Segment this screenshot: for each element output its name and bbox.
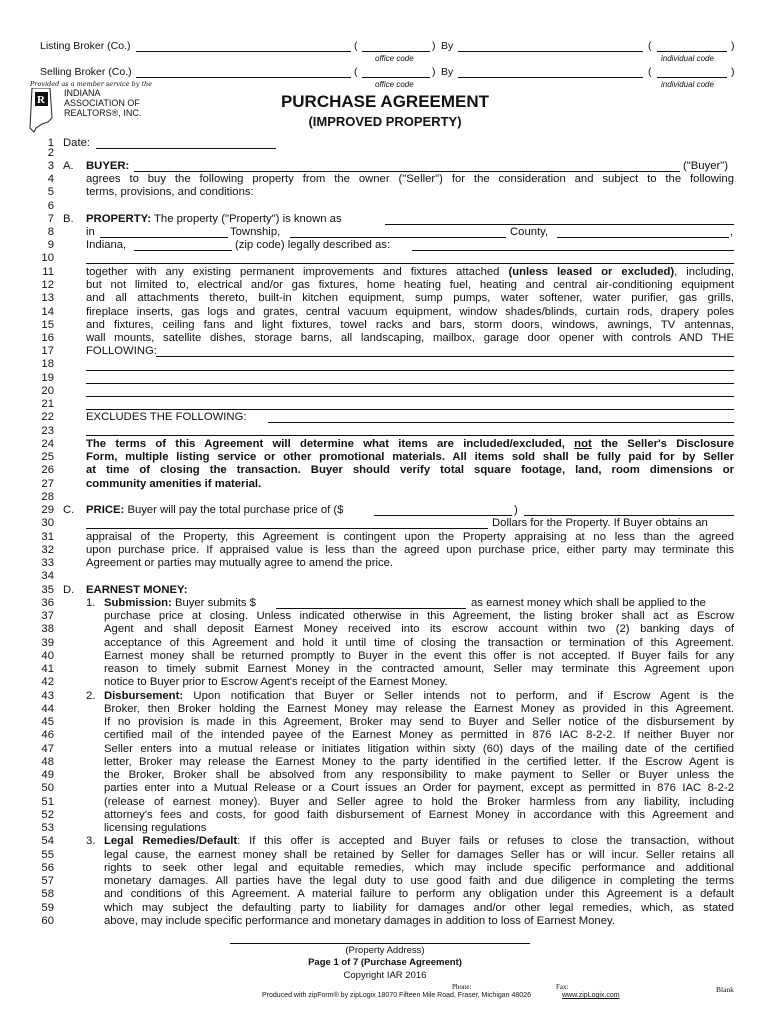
line-number: 9: [47, 239, 54, 251]
individual-code-caption: individual code: [661, 54, 714, 63]
line-number: 6: [47, 200, 54, 212]
in-label: in: [86, 226, 95, 238]
section-b-line14: fireplace inserts, gas logs and grates, central vacuum equipment, window shades/blinds, curtain rods, drapery poles: [86, 306, 734, 318]
line-number: 11: [42, 266, 54, 278]
line-number: 28: [41, 491, 54, 503]
line-number: 37: [41, 610, 54, 622]
price-dollars-text: Dollars for the Property. If Buyer obtains an: [492, 517, 708, 529]
line-number: 29: [41, 504, 54, 516]
line-number: 19: [41, 372, 54, 384]
excludes-field-1[interactable]: [268, 422, 734, 423]
section-b-line16: wall mounts, satellite dishes, storage barns, all landscaping, mailbox, garage door opener with controls AND THE: [86, 332, 734, 344]
footer-link[interactable]: www.zipLogix.com: [562, 992, 620, 999]
listing-office-code-field[interactable]: [362, 51, 430, 52]
d-line58: and conditions of this Agreement. A material failure to perform any obligation under this Agreement is a default: [104, 888, 734, 900]
page-title: PURCHASE AGREEMENT: [280, 92, 490, 111]
selling-by-label: By: [441, 66, 454, 78]
line-number: 51: [41, 796, 54, 808]
d-line42: notice to Buyer prior to Escrow Agent's receipt of the Earnest Money.: [104, 676, 448, 688]
section-c-letter: C.: [63, 504, 75, 516]
legal-description-field-2[interactable]: [86, 263, 734, 264]
indiana-label: Indiana,: [86, 239, 127, 251]
d-line49: the Broker, Broker shall be absolved from any responsibility to make payment to Seller or Buyer unless the: [104, 769, 734, 781]
line-number: 31: [41, 531, 54, 543]
line-number: 17: [41, 345, 54, 357]
logo-line1: INDIANA: [64, 88, 101, 98]
inclusions-field-4[interactable]: [86, 396, 734, 397]
zip-field[interactable]: [134, 250, 232, 251]
line-number: 7: [47, 213, 54, 225]
line-number: 43: [41, 690, 54, 702]
price-label: PRICE:: [86, 504, 125, 516]
line-number: 4: [47, 173, 54, 185]
price-text: Buyer will pay the total purchase price of ($: [127, 504, 344, 516]
d-line44: Broker, then Broker holding the Earnest Money may release the Earnest Money as provided in this Agreement.: [104, 703, 734, 715]
line-number: 8: [47, 226, 54, 238]
line-number: 27: [41, 478, 54, 490]
line-number: 48: [41, 756, 54, 768]
line-number: 23: [41, 425, 54, 437]
selling-office-code-field[interactable]: [362, 77, 430, 78]
open-paren: (: [648, 66, 652, 78]
line-number: 52: [41, 809, 54, 821]
inclusions-field-3[interactable]: [86, 383, 734, 384]
line-number: 32: [41, 544, 54, 556]
price-words-field-1[interactable]: [524, 515, 734, 516]
close-paren: ): [432, 66, 436, 78]
d-line57: monetary damages. All parties have the legal duty to use good faith and due diligence in completing the terms: [104, 875, 734, 887]
d-line39: acceptance of this Agreement and hold it until time of closing the transaction or termination of this Agreement.: [104, 637, 734, 649]
d-line40: Earnest money shall be returned promptly to Buyer in the event this offer is not accepted. If Buyer fails for any: [104, 650, 734, 662]
open-paren: (: [354, 66, 358, 78]
section-c-line32: upon purchase price. If appraised value is less than the agreed upon purchase price, either party may terminate this: [86, 544, 734, 556]
line-number: 55: [41, 849, 54, 861]
excludes-field-2[interactable]: [86, 435, 734, 436]
line-number: 49: [41, 769, 54, 781]
inclusions-field-5[interactable]: [86, 409, 734, 410]
d-line41: reason to timely submit Earnest Money in the contracted amount, Seller may terminate this Agreement upon: [104, 663, 734, 675]
date-label: Date:: [63, 137, 91, 149]
line-number: 58: [41, 888, 54, 900]
logo-line2: ASSOCIATION OF: [64, 98, 140, 108]
inclusions-field-1[interactable]: [156, 356, 734, 357]
line-number: 12: [41, 279, 54, 291]
section-a-line4: agrees to buy the following property from the owner ("Seller") for the consideration and subject to the following: [86, 173, 734, 185]
line-number: 57: [41, 875, 54, 887]
line-number: 30: [41, 517, 54, 529]
comma: ,: [730, 226, 734, 238]
office-code-caption: office code: [375, 80, 414, 89]
line-number: 34: [41, 570, 54, 582]
footer-phone: Phone:: [452, 983, 472, 991]
property-address-field[interactable]: [385, 224, 734, 225]
d-line59: which may subject the defaulting party to liability for damages and/or other legal remedies, which, as stated: [104, 902, 734, 914]
legal-remedies-text: : If this offer is accepted and Buyer fails or refuses to close the transaction, without: [237, 835, 734, 847]
line-number: 42: [41, 676, 54, 688]
item1-number: 1.: [86, 597, 96, 609]
listing-broker-label: Listing Broker (Co.): [40, 40, 131, 52]
selling-individual-code-field[interactable]: [657, 77, 727, 78]
line-number: 18: [41, 358, 54, 370]
disbursement-label: Disbursement:: [104, 690, 184, 702]
terms-line24-c: the Seller's Disclosure: [591, 438, 734, 450]
line-number: 25: [41, 451, 54, 463]
footer-page-info: Page 1 of 7 (Purchase Agreement): [308, 957, 462, 968]
section-b-line11: [86, 266, 734, 279]
earnest-money-label: EARNEST MONEY:: [86, 584, 188, 596]
legal-remedies-label: Legal Remedies/Default: [104, 835, 238, 847]
d-line45: If no provision is made in this Agreement, Broker may send to Buyer and Seller notice of the disbursement by: [104, 716, 734, 728]
line-number: 33: [41, 557, 54, 569]
listing-broker-field[interactable]: [136, 51, 351, 52]
line-number: 13: [41, 292, 54, 304]
d-line50: parties enter into a Mutual Release or a Court issues an Order for payment, except as permitted in 876 IAC 8-2-2: [104, 782, 734, 794]
property-address-footer-field[interactable]: [230, 943, 530, 944]
legal-description-field[interactable]: [412, 250, 734, 251]
price-close-paren: ): [514, 504, 518, 516]
line-number: 39: [41, 637, 54, 649]
line-number: 2: [47, 147, 54, 159]
section-b-letter: B.: [63, 213, 74, 225]
terms-line24-not: not: [574, 438, 592, 450]
line-number: 41: [41, 663, 54, 675]
logo-tagline: Provided as a member service by the: [30, 80, 153, 88]
section-b-line12: but not limited to, electrical and/or gas fixtures, home heating fuel, heating and central air-conditioning equipment: [86, 279, 734, 291]
footer-produced: Produced with zipForm® by zipLogix 18070 Fifteen Mile Road, Fraser, Michigan 48026: [262, 992, 531, 999]
line-number: 53: [41, 822, 54, 834]
line-number: 21: [41, 398, 54, 410]
county-field[interactable]: [557, 237, 729, 238]
line-number: 14: [41, 306, 54, 318]
line-number: 22: [41, 411, 54, 423]
line-number: 35: [41, 584, 54, 596]
d-line47: Seller enters into a mutual release or initiates litigation within sixty (60) days of the mailing date of the certified: [104, 743, 734, 755]
logo-line3: REALTORS®, INC.: [64, 108, 142, 118]
close-paren: ): [731, 66, 735, 78]
footer-blank: Blank: [716, 985, 734, 994]
d-line60: above, may include specific performance and monetary damages in addition to loss of Earnest Money.: [104, 915, 615, 927]
close-paren: ): [432, 40, 436, 52]
d-line56: rights to seek other legal and equitable remedies, which may include specific performance and additional: [104, 862, 734, 874]
terms-line27: community amenities if material.: [86, 478, 262, 490]
line-number: 3: [47, 160, 54, 172]
section-b-line15: and fixtures, ceiling fans and light fixtures, towel racks and bars, storm doors, windows, awnings, TV antennas,: [86, 319, 734, 331]
section-c-line31: appraisal of the Property, this Agreement is contingent upon the Property appraising at no less than the agreed: [86, 531, 734, 543]
d-line53: licensing regulations: [104, 822, 207, 834]
selling-broker-field[interactable]: [136, 77, 351, 78]
open-paren: (: [354, 40, 358, 52]
submission-label: Submission:: [104, 597, 172, 609]
section-c-line33: Agreement or parties may mutually agree to amend the price.: [86, 557, 394, 569]
d-line52: attorney's fees and costs, for good faith disbursement of Earnest Money in accordance with this Agreement and: [104, 809, 734, 821]
office-code-caption: office code: [375, 54, 414, 63]
footer-copyright: Copyright IAR 2016: [343, 970, 427, 981]
line-number: 5: [47, 186, 54, 198]
selling-agent-field[interactable]: [458, 77, 643, 78]
excludes-label: EXCLUDES THE FOLLOWING:: [86, 411, 247, 423]
line-number: 54: [41, 835, 54, 847]
section-d-letter: D.: [63, 584, 75, 596]
realtor-mark: R: [37, 94, 45, 106]
d-line43: [104, 690, 734, 703]
open-paren: (: [648, 40, 652, 52]
line-number: 15: [41, 319, 54, 331]
submission-text-b: as earnest money which shall be applied to the: [471, 597, 706, 609]
listing-by-label: By: [441, 40, 454, 52]
township-label: Township,: [230, 226, 281, 238]
terms-line24: [86, 438, 734, 451]
page-subtitle: (IMPROVED PROPERTY): [308, 114, 462, 129]
price-words-field-2[interactable]: [86, 528, 488, 529]
property-known-as: The property ("Property") is known as: [154, 213, 342, 225]
section-b-line13: and all attachments thereto, built-in kitchen equipment, sump pumps, water softener, water purifier, gas grills,: [86, 292, 734, 304]
line-number: 26: [41, 464, 54, 476]
county-label: County,: [510, 226, 549, 238]
terms-line26: at time of closing the transaction. Buyer should verify total square footage, land, room dimensions or: [86, 464, 734, 476]
d-line51: (release of earnest money). Buyer and Seller agree to hold the Broker harmless from any liability, including: [104, 796, 734, 808]
line-number: 60: [41, 915, 54, 927]
line-number: 50: [41, 782, 54, 794]
line-number: 59: [41, 902, 54, 914]
city-field[interactable]: [100, 237, 228, 238]
individual-code-caption: individual code: [661, 80, 714, 89]
line-number: 20: [41, 385, 54, 397]
line-number: 56: [41, 862, 54, 874]
d-line46: certified mail of the intended payee of the Earnest Money as permitted in 876 IAC 8-2-2. If neither Buyer nor: [104, 729, 734, 741]
line-number: 45: [41, 716, 54, 728]
line11-text: together with any existing permanent improvements and fixtures attached: [86, 266, 509, 278]
close-paren: ): [731, 40, 735, 52]
item3-number: 3.: [86, 835, 96, 847]
section-a-letter: A.: [63, 160, 74, 172]
earnest-amount-field[interactable]: [276, 608, 466, 609]
line-number: 47: [41, 743, 54, 755]
line11-bold: (unless leased or excluded): [508, 266, 675, 278]
d-line55: legal cause, the earnest money shall be retained by Seller for damages Seller has or will incur. Seller retains all: [104, 849, 734, 861]
zip-label: (zip code) legally described as:: [235, 239, 391, 251]
line-number: 1: [47, 137, 54, 149]
buyer-name-field[interactable]: [134, 171, 680, 172]
d-line54: [104, 835, 734, 848]
buyer-suffix: ("Buyer"): [683, 160, 729, 172]
line-number: 44: [41, 703, 54, 715]
line-number: 24: [41, 438, 54, 450]
township-field[interactable]: [290, 237, 506, 238]
footer-fax: Fax:: [556, 983, 569, 991]
section-a-line5: terms, provisions, and conditions:: [86, 186, 254, 198]
listing-agent-field[interactable]: [458, 51, 643, 52]
price-amount-field[interactable]: [374, 515, 512, 516]
terms-line24-a: The terms of this Agreement will determine what items are included/excluded,: [86, 438, 575, 450]
line11-end: , including,: [674, 266, 735, 278]
section-b-line17: FOLLOWING:: [86, 345, 157, 357]
line-number: 16: [41, 332, 54, 344]
line-number: 46: [41, 729, 54, 741]
property-label: PROPERTY:: [86, 213, 152, 225]
footer-property-address: (Property Address): [345, 945, 425, 956]
selling-broker-label: Selling Broker (Co.): [40, 66, 132, 78]
line-number: 36: [41, 597, 54, 609]
inclusions-field-2[interactable]: [86, 370, 734, 371]
line-number: 40: [41, 650, 54, 662]
d-line48: letter, Broker may release the Earnest Money to the party identified in the certified letter. If the Escrow Agent is: [104, 756, 734, 768]
disbursement-text: Upon notification that Buyer or Seller intends not to perform, and if Escrow Agent is the: [193, 690, 735, 702]
submission-text-a: Buyer submits $: [174, 597, 256, 609]
listing-individual-code-field[interactable]: [657, 51, 727, 52]
line-number: 38: [41, 623, 54, 635]
terms-line25: Form, multiple listing service or other promotional materials. All items sold shall be fully paid for by Seller: [86, 451, 734, 463]
d-line37: purchase price at closing. Unless indicated otherwise in this Agreement, the listing broker shall act as Escrow: [104, 610, 734, 622]
item2-number: 2.: [86, 690, 96, 702]
line-number: 10: [41, 252, 54, 264]
date-field[interactable]: [96, 148, 276, 149]
d-line38: Agent and shall deposit Earnest Money received into its escrow account within two (2) banking days of: [104, 623, 734, 635]
buyer-label: BUYER:: [86, 160, 130, 172]
